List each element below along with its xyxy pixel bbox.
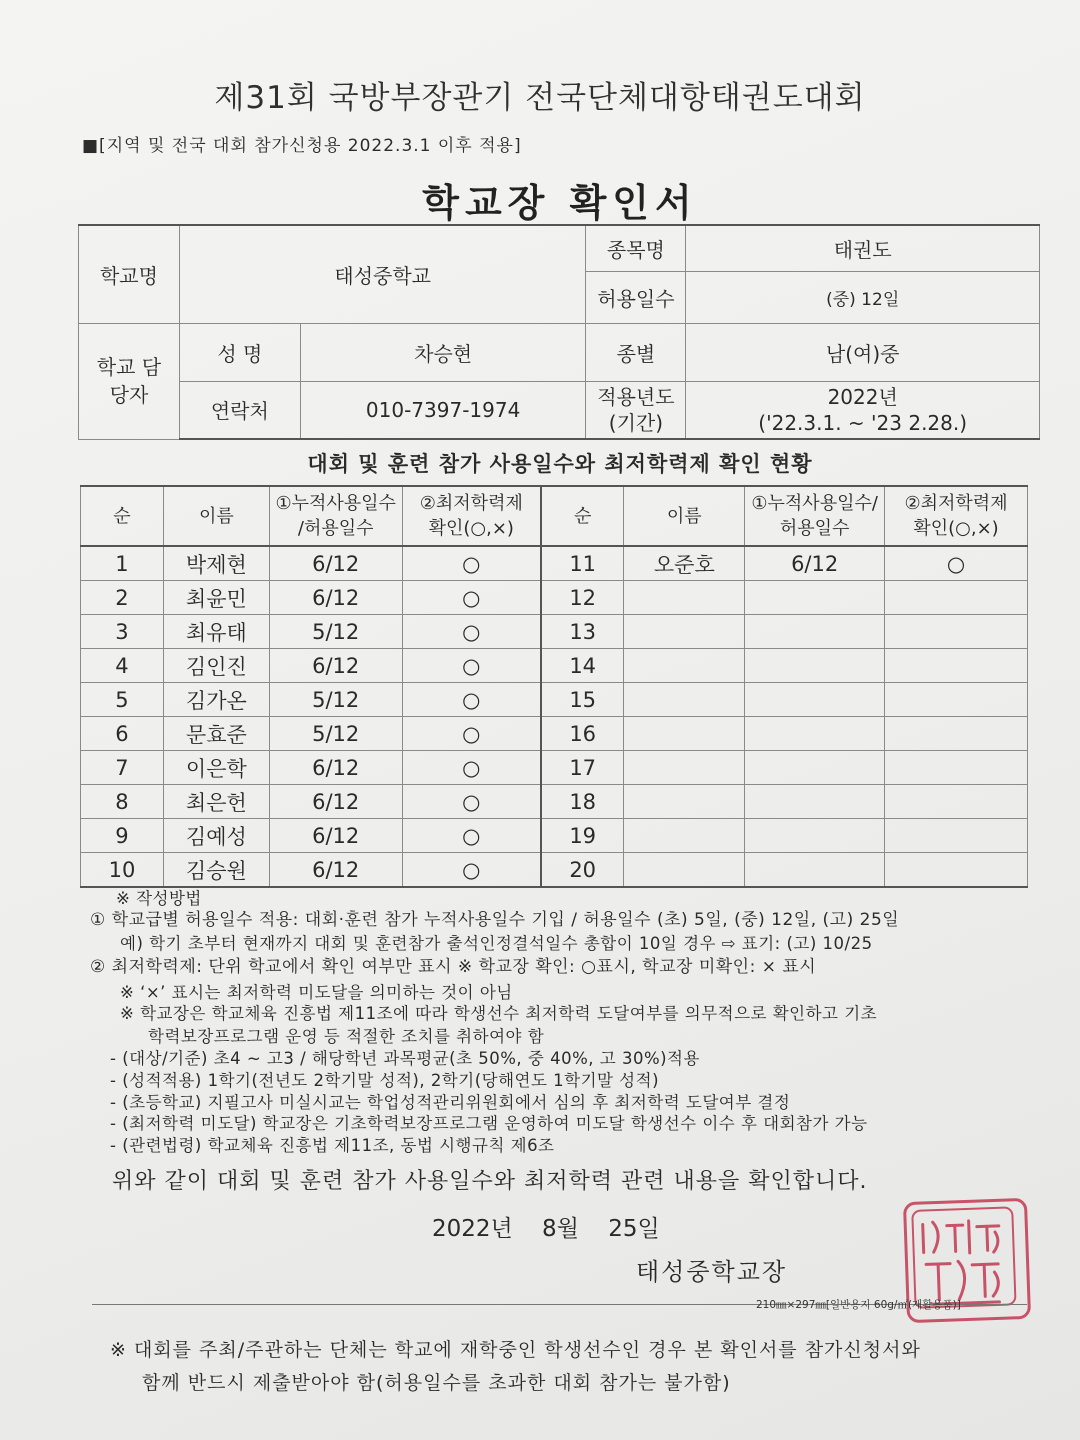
row-number: 10 bbox=[81, 853, 164, 888]
header-name: 이름 bbox=[163, 486, 269, 546]
academic-check: ○ bbox=[402, 615, 541, 649]
table-row bbox=[81, 819, 1028, 853]
student-name-right: 오준호 bbox=[624, 546, 745, 581]
academic-check: ○ bbox=[402, 581, 541, 615]
used-days-right bbox=[745, 683, 885, 717]
principal-signature: 태성중학교장 bbox=[636, 1258, 788, 1286]
used-days: 6/12 bbox=[269, 853, 402, 888]
method-line-6: 학력보장프로그램 운영 등 적절한 조치를 취하여야 함 bbox=[148, 1027, 545, 1046]
method-line-4: ※ ‘×’ 표시는 최저학력 미도달을 의미하는 것이 아님 bbox=[120, 983, 513, 1002]
academic-check: ○ bbox=[402, 785, 541, 819]
table-row bbox=[81, 751, 1028, 785]
used-days: 5/12 bbox=[269, 717, 402, 751]
event-label: 종목명 bbox=[586, 225, 686, 271]
method-line-2: 예) 학기 초부터 현재까지 대회 및 훈련참가 출석인정결석일수 총합이 10일 경우 ⇨ 표기: (고) 10/25 bbox=[120, 934, 873, 953]
table-row bbox=[81, 717, 1028, 751]
used-days-right bbox=[745, 717, 885, 751]
header-days-right-line2: 허용일수 bbox=[779, 518, 850, 539]
student-name-right bbox=[624, 717, 745, 751]
school-info-table bbox=[78, 224, 1040, 440]
date: 2022년 8월 25일 bbox=[432, 1216, 660, 1242]
row-number: 2 bbox=[81, 581, 164, 615]
row-number-right: 18 bbox=[541, 785, 624, 819]
student-name-right bbox=[624, 615, 745, 649]
student-name: 김승원 bbox=[163, 853, 269, 888]
table-row bbox=[81, 649, 1028, 683]
header-no: 순 bbox=[81, 486, 164, 546]
academic-check-right bbox=[885, 751, 1028, 785]
period-value-line: ('22.3.1. ~ '23 2.28.) bbox=[758, 410, 968, 435]
document-title: 학교장 확인서 bbox=[422, 181, 698, 225]
academic-check: ○ bbox=[402, 751, 541, 785]
paper-spec: 210㎜×297㎜[일반용지 60g/㎡(재활용품)] bbox=[756, 1299, 961, 1311]
contact-value: 010-7397-1974 bbox=[300, 381, 586, 439]
row-number-right: 13 bbox=[541, 615, 624, 649]
academic-check-right bbox=[885, 615, 1028, 649]
method-line-9: - (초등학교) 지필고사 미실시교는 학업성적관리위원회에서 심의 후 최저학력 도달여부 결정 bbox=[110, 1093, 791, 1112]
table-row bbox=[81, 853, 1028, 888]
method-line-5: ※ 학교장은 학교체육 진흥법 제11조에 따라 학생선수 최저학력 도달여부를 의무적으로 확인하고 기초 bbox=[120, 1004, 878, 1023]
summary-title: 대회 및 훈련 참가 사용일수와 최저학력제 확인 현황 bbox=[307, 452, 813, 476]
academic-check: ○ bbox=[402, 717, 541, 751]
confirmation-text: 위와 같이 대회 및 훈련 참가 사용일수와 최저학력 관련 내용을 확인합니다. bbox=[112, 1169, 868, 1194]
header-days bbox=[269, 486, 402, 546]
school-name: 태성중학교 bbox=[179, 225, 586, 323]
academic-check: ○ bbox=[402, 649, 541, 683]
row-number-right: 17 bbox=[541, 751, 624, 785]
used-days: 5/12 bbox=[269, 683, 402, 717]
year-value bbox=[686, 381, 1040, 439]
event-title: 제31회 국방부장관기 전국단체대항태권도대회 bbox=[214, 80, 866, 116]
used-days-right bbox=[745, 819, 885, 853]
table-row bbox=[81, 546, 1028, 581]
row-number-right: 11 bbox=[541, 546, 624, 581]
allowed-days-value: (중) 12일 bbox=[686, 271, 1040, 323]
student-name: 이은학 bbox=[163, 751, 269, 785]
header-days-right bbox=[745, 486, 885, 546]
header-days-right-line1: ①누적사용일수/ bbox=[751, 493, 878, 514]
academic-check-right bbox=[885, 785, 1028, 819]
academic-check: ○ bbox=[402, 819, 541, 853]
student-name-right bbox=[624, 683, 745, 717]
student-name-right bbox=[624, 649, 745, 683]
header-check bbox=[402, 486, 541, 546]
used-days: 6/12 bbox=[269, 581, 402, 615]
used-days-right bbox=[745, 785, 885, 819]
row-number-right: 16 bbox=[541, 717, 624, 751]
used-days-right bbox=[745, 581, 885, 615]
student-name: 최유태 bbox=[163, 615, 269, 649]
academic-check-right bbox=[885, 649, 1028, 683]
row-number: 7 bbox=[81, 751, 164, 785]
used-days: 5/12 bbox=[269, 615, 402, 649]
row-number: 1 bbox=[81, 546, 164, 581]
academic-check-right bbox=[885, 683, 1028, 717]
used-days-right bbox=[745, 751, 885, 785]
method-line-3: ② 최저학력제: 단위 학교에서 확인 여부만 표시 ※ 학교장 확인: ○표시, 학교장 미확인: × 표시 bbox=[90, 957, 817, 977]
header-no-right: 순 bbox=[541, 486, 624, 546]
student-name-right bbox=[624, 581, 745, 615]
year-value-line: 2022년 bbox=[827, 384, 898, 409]
student-name-right bbox=[624, 853, 745, 888]
row-number: 9 bbox=[81, 819, 164, 853]
header-check-right bbox=[885, 486, 1028, 546]
student-name: 김예성 bbox=[163, 819, 269, 853]
academic-check-right bbox=[885, 717, 1028, 751]
method-line-1: ① 학교급별 허용일수 적용: 대회·훈련 참가 누적사용일수 기입 / 허용일수 (초) 5일, (중) 12일, (고) 25일 bbox=[90, 910, 900, 930]
academic-check-right bbox=[885, 853, 1028, 888]
student-name: 박제현 bbox=[163, 546, 269, 581]
period-label-line: (기간) bbox=[608, 410, 664, 435]
name-value: 차승현 bbox=[300, 323, 586, 381]
method-line-7: - (대상/기준) 초4 ~ 고3 / 해당학년 과목평균(초 50%, 중 40%, 고 30%)적용 bbox=[110, 1049, 700, 1068]
student-name: 김가온 bbox=[163, 683, 269, 717]
roster-table bbox=[80, 485, 1028, 888]
year-label-line: 적용년도 bbox=[597, 384, 675, 409]
used-days: 6/12 bbox=[269, 649, 402, 683]
row-number-right: 15 bbox=[541, 683, 624, 717]
used-days: 6/12 bbox=[269, 785, 402, 819]
header-check-right-line2: 확인(○,×) bbox=[913, 518, 999, 539]
year-label bbox=[586, 381, 686, 439]
header-name-right: 이름 bbox=[624, 486, 745, 546]
header-check-line1: ②최저학력제 bbox=[419, 493, 523, 514]
header-check-right-line1: ②최저학력제 bbox=[904, 493, 1008, 514]
table-row bbox=[81, 615, 1028, 649]
name-label: 성 명 bbox=[179, 323, 300, 381]
used-days-right bbox=[745, 615, 885, 649]
gender-value: 남(여)중 bbox=[686, 323, 1040, 381]
form-note: ■[지역 및 전국 대회 참가신청용 2022.3.1 이후 적용] bbox=[82, 136, 522, 156]
row-number-right: 19 bbox=[541, 819, 624, 853]
student-name: 최은헌 bbox=[163, 785, 269, 819]
header-days-line2: /허용일수 bbox=[297, 518, 374, 539]
student-name: 김인진 bbox=[163, 649, 269, 683]
table-row bbox=[81, 683, 1028, 717]
table-row bbox=[81, 581, 1028, 615]
school-label: 학교명 bbox=[79, 225, 180, 323]
method-line-11: - (관련법령) 학교체육 진흥법 제11조, 동법 시행규칙 제6조 bbox=[110, 1136, 555, 1155]
header-days-line1: ①누적사용일수 bbox=[275, 493, 396, 514]
student-name-right bbox=[624, 751, 745, 785]
allowed-days-label: 허용일수 bbox=[586, 271, 686, 323]
method-title: ※ 작성방법 bbox=[116, 889, 202, 908]
row-number-right: 12 bbox=[541, 581, 624, 615]
academic-check-right bbox=[885, 581, 1028, 615]
used-days-right bbox=[745, 853, 885, 888]
used-days: 6/12 bbox=[269, 546, 402, 581]
roster-header-row bbox=[81, 486, 1028, 546]
method-line-8: - (성적적용) 1학기(전년도 2학기말 성적), 2학기(당해연도 1학기말 성적) bbox=[110, 1071, 660, 1090]
used-days-right bbox=[745, 649, 885, 683]
row-number: 3 bbox=[81, 615, 164, 649]
method-line-10: - (최저학력 미도달) 학교장은 기초학력보장프로그램 운영하여 미도달 학생선수 이수 후 대회참가 가능 bbox=[110, 1114, 868, 1133]
row-number: 4 bbox=[81, 649, 164, 683]
academic-check-right bbox=[885, 819, 1028, 853]
student-name-right bbox=[624, 785, 745, 819]
used-days-right: 6/12 bbox=[745, 546, 885, 581]
footer-note bbox=[110, 1334, 921, 1400]
row-number-right: 20 bbox=[541, 853, 624, 888]
footer-line-1: ※ 대회를 주최/주관하는 단체는 학교에 재학중인 학생선수인 경우 본 확인서를 참가신청서와 bbox=[110, 1339, 921, 1361]
academic-check: ○ bbox=[402, 546, 541, 581]
used-days: 6/12 bbox=[269, 751, 402, 785]
row-number: 5 bbox=[81, 683, 164, 717]
academic-check: ○ bbox=[402, 683, 541, 717]
manager-label: 학교 담당자 bbox=[79, 323, 180, 439]
row-number: 6 bbox=[81, 717, 164, 751]
row-number: 8 bbox=[81, 785, 164, 819]
used-days: 6/12 bbox=[269, 819, 402, 853]
student-name: 문효준 bbox=[163, 717, 269, 751]
contact-label: 연락처 bbox=[179, 381, 300, 439]
academic-check: ○ bbox=[402, 853, 541, 888]
student-name: 최윤민 bbox=[163, 581, 269, 615]
academic-check-right: ○ bbox=[885, 546, 1028, 581]
student-name-right bbox=[624, 819, 745, 853]
event-value: 태권도 bbox=[686, 225, 1040, 271]
gender-label: 종별 bbox=[586, 323, 686, 381]
table-row bbox=[81, 785, 1028, 819]
footer-line-2: 함께 반드시 제출받아야 함(허용일수를 초과한 대회 참가는 불가함) bbox=[142, 1372, 731, 1394]
row-number-right: 14 bbox=[541, 649, 624, 683]
header-check-line2: 확인(○,×) bbox=[428, 518, 514, 539]
